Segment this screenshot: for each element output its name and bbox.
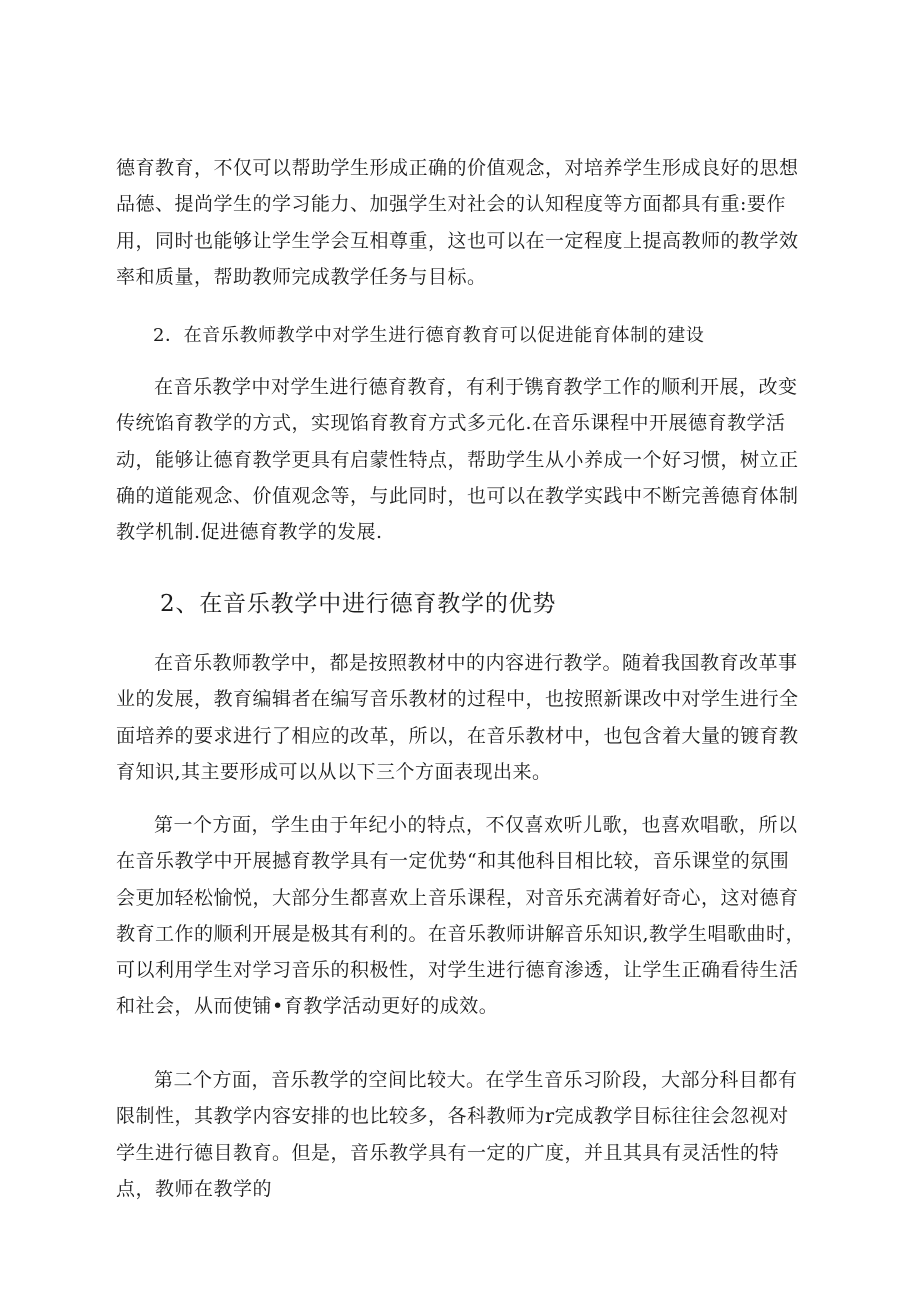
paragraph-second-aspect: 第二个方面，音乐教学的空间比较大。在学生音乐习阶段，大部分科目都有限制性，其教学内容安排的也比较多，各科教师为r完成教学目标往往会忽视对学生进行德目教育。但是，音乐教学具有一定的广度，并且其具有灵活性的特点，教师在教学的 (116, 1069, 798, 1200)
section-heading-advantages: 2、在音乐教学中进行德育教学的优势 (160, 591, 557, 617)
paragraph-moral-education-system: 在音乐教学中对学生进行德育教育，有利于镌育教学工作的顺利开展，改变传统馅育教学的方式，实现馅育教育方式多元化.在音乐课程中开展德育教学活动，能够让德育教学更具有启蒙性特点，帮助学生从小养成一个好习惯，树立正确的道能观念、价值观念等，与此同时，也可以在教学实践中不断完善德育体制教学机制.促进德育教学的发展. (116, 376, 799, 544)
paragraph-first-aspect: 第一个方面，学生由于年纪小的特点，不仅喜欢听儿歌，也喜欢唱歌，所以在音乐教学中开展撼育教学具有一定优势“和其他科目相比较，音乐课堂的氛围会更加轻松愉悦，大部分生都喜欢上音乐课程，对音乐充满着好奇心，这对德育教育工作的顺利开展是极其有利的。在音乐教师讲解音乐知识,教学生唱歌曲时，可以利用学生对学习音乐的积极性，对学生进行德育渗透，让学生正确看待生活和社会，从而使铺•育教学活动更好的成效。 (116, 814, 806, 1018)
paragraph-textbook-content: 在音乐教师教学中，都是按照教材中的内容进行教学。随着我国教育改革事业的发展，教育编辑者在编写音乐教材的过程中，也按照新课改中对学生进行全面培养的要求进行了相应的改革，所以，在音乐教材中，也包含着大量的镀育教育知识,其主要形成可以从以下三个方面表现出来。 (116, 652, 799, 783)
paragraph-intro-continued: 德育教育，不仅可以帮助学生形成正确的价值观念，对培养学生形成良好的思想品德、提尚学生的学习能力、加强学生对社会的认知程度等方面都具有重:要作用，同时也能够让学生学会互相尊重，这也可以在一定程度上提高教师的教学效率和质量，帮助教师完成教学任务与目标。 (116, 157, 799, 288)
section-subheading-2: 2．在音乐教师教学中对学生进行德育教育可以促进能育体制的建设 (153, 325, 705, 346)
